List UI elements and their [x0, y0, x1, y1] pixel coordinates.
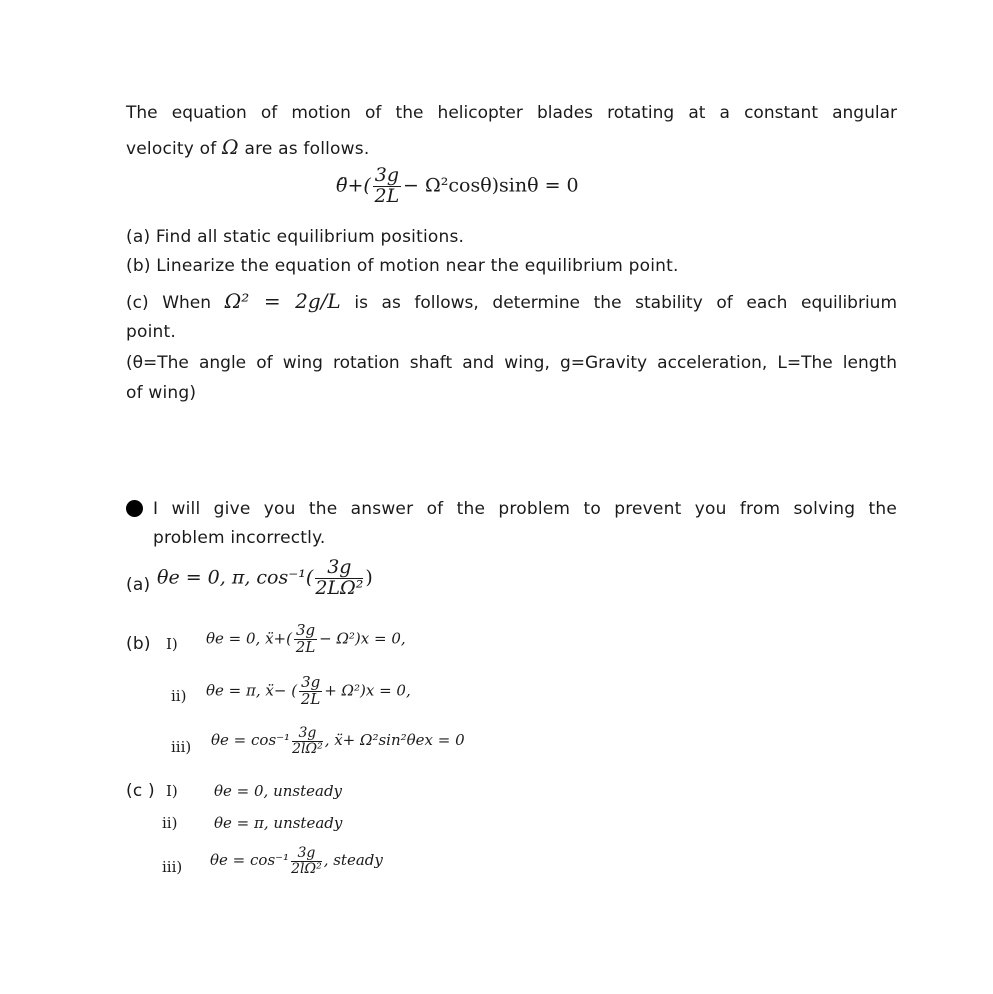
answer-b-iii-post: , ẍ+ Ω²sin²θex = 0 — [324, 731, 465, 750]
part-c-formula: Ω² = 2g/L — [224, 289, 341, 313]
answer-b-ii-pre: θe = π, ẍ− ( — [206, 681, 298, 700]
answer-c-ii-label: ii) — [162, 814, 178, 832]
problem-line-2-pre: velocity of — [126, 139, 217, 159]
answer-b-iii-formula — [211, 726, 465, 756]
answer-c-label: (c ) — [126, 781, 155, 801]
answer-c-iii-frac-num: 3g — [291, 846, 322, 862]
answer-b-i-frac-num: 3g — [295, 621, 316, 639]
part-c-post: is as follows, determine the stability of each equilibrium — [354, 293, 898, 313]
answer-c-iii-formula — [210, 846, 383, 876]
answer-b-ii-frac-num: 3g — [301, 673, 321, 691]
answer-c-ii-formula: θe = π, unsteady — [214, 814, 343, 832]
omega-symbol: Ω — [222, 135, 239, 159]
equation-of-motion — [336, 166, 579, 207]
answer-a-label: (a) — [126, 575, 151, 595]
answer-b-i-frac-den: 2L — [295, 637, 316, 656]
part-c-pre: (c) When — [126, 293, 212, 313]
answer-c-i-formula: θe = 0, unsteady — [214, 782, 343, 800]
problem-line-1: The equation of motion of the helicopter blades rotating at a constant angular — [126, 103, 897, 123]
part-c-line-2: point. — [126, 322, 176, 342]
answer-b-i-formula — [206, 623, 406, 656]
answer-c-iii-pre: θe = cos⁻¹ — [210, 851, 290, 870]
answer-b-i-label: I) — [166, 635, 178, 653]
equation-frac-den: 2L — [374, 184, 400, 207]
part-a-question: (a) Find all static equilibrium positions. — [126, 227, 465, 247]
answer-c-iii-label: iii) — [162, 858, 183, 876]
answer-a-frac-num: 3g — [315, 558, 363, 579]
answer-b-iii-frac-den: 2lΩ² — [292, 740, 323, 757]
answer-a-post: ) — [365, 566, 373, 589]
problem-line-2 — [126, 135, 369, 159]
answer-b-ii-label: ii) — [171, 687, 187, 705]
answer-b-i-post: − Ω²)x = 0, — [319, 629, 406, 648]
answer-b-i-fraction — [294, 623, 317, 656]
answer-intro-line-2: problem incorrectly. — [153, 528, 326, 548]
equation-frac-num: 3g — [374, 164, 400, 186]
answer-b-ii-formula — [206, 675, 411, 708]
part-c-question — [126, 289, 897, 313]
answer-b-i-pre: θe = 0, ẍ+( — [206, 629, 292, 648]
answer-b-ii-frac-den: 2L — [300, 689, 321, 708]
answer-b-ii-post: + Ω²)x = 0, — [324, 681, 411, 700]
bullet-icon — [126, 500, 143, 517]
answer-b-iii-pre: θe = cos⁻¹ — [211, 731, 291, 750]
answer-a-fraction — [315, 558, 363, 599]
answer-b-iii-label: iii) — [171, 738, 192, 756]
part-b-question: (b) Linearize the equation of motion near the equilibrium point. — [126, 256, 679, 276]
equation-fraction — [373, 166, 401, 207]
equation-lhs-pre: θ̈+( — [336, 174, 371, 197]
answer-b-ii-fraction — [299, 675, 322, 708]
answer-c-i-label: I) — [166, 782, 178, 800]
answer-a-frac-den: 2LΩ² — [315, 576, 364, 599]
answer-b-label: (b) — [126, 634, 151, 654]
answer-b-iii-fraction — [292, 726, 323, 756]
note-line-1: (θ=The angle of wing rotation shaft and wing, g=Gravity acceleration, L=The length — [126, 353, 897, 373]
answer-c-iii-post: , steady — [323, 851, 383, 870]
equation-lhs-post: − Ω²cosθ)sinθ = 0 — [403, 174, 579, 197]
answer-c-iii-fraction — [291, 846, 322, 876]
answer-a-formula — [157, 558, 373, 599]
answer-c-iii-frac-den: 2lΩ² — [291, 860, 322, 877]
problem-line-2-post: are as follows. — [244, 139, 370, 159]
note-line-2: of wing) — [126, 383, 197, 403]
answer-b-iii-frac-num: 3g — [292, 726, 323, 742]
answer-intro-line-1: I will give you the answer of the problem to prevent you from solving the — [153, 499, 897, 519]
answer-a-pre: θe = 0, π, cos⁻¹( — [157, 566, 314, 589]
